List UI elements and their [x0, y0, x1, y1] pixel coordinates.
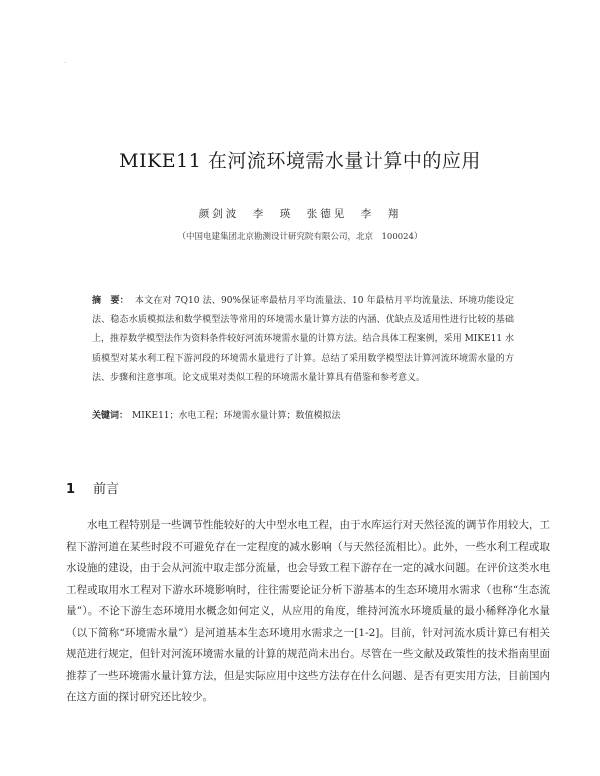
keywords-label: 关键词：: [92, 411, 129, 421]
section-title: 前言: [93, 482, 120, 497]
keywords-text: MIKE11；水电工程；环境需水量计算；数值模拟法: [132, 411, 341, 421]
abstract-text: 本文在对 7Q10 法、90%保证率最枯月平均流量法、10 年最枯月平均流量法、环境功能设定法、稳态水质模拟法和数学模型法等常用的环境需水量计算方法的内涵、优缺点及适用性进行比较的基础上，推荐数学模型法作为资料条件较好河流环境需水量的计算方法。结合具体工程案例，采用 MIKE11 水质模型对某水利工程下游河段的环境需水量进行了计算。总结了采用数学模型法计算河流环境需水量的方法、步骤和注意事项。论文成果对类似工程的环境需水量计算具有借鉴和参考意义。: [92, 296, 514, 383]
affiliation: （中国电建集团北京勘测设计研究院有限公司，北京 100024）: [177, 232, 423, 242]
author-list: 颜剑波 李 瑛 张德见 李 翔: [198, 208, 402, 220]
section-paragraph: 水电工程特别是一些调节性能较好的大中型水电工程，由于水库运行对天然径流的调节作用较大，工程下游河道在某些时段不可避免存在一定程度的减水影响（与天然径流相比）。此外，一些水利工程或取水设施的建设，由于会从河流中取走部分流量，也会导致工程下游存在一定的减水问题。在评价这类水电工程或取用水工程对下游水环境影响时，往往需要论证分析下游基本的生态环境用水需求（也称“生态流量”）。不论下游生态环境用水概念如何定义，从应用的角度，维持河流水环境质量的最小稀释净化水量（以下简称“环境需水量”）是河道基本生态环境用水需求之一[1-2]。目前，针对河流水质计算已有相关规范进行规定，但针对河流环境需水量的计算的规范尚未出台。尽管在一些文献及政策性的技术指南里面推荐了一些环境需水量计算方法，但是实际应用中这些方法存在什么问题、是否有更实用方法，目前国内在这方面的探讨研究还比较少。: [66, 519, 550, 703]
paper-title: MIKE11 在河流环境需水量计算中的应用: [119, 150, 481, 172]
corner-dot: ·: [64, 60, 66, 67]
section-number: 1: [66, 482, 76, 497]
abstract-label: 摘 要：: [92, 296, 129, 306]
abstract-block: [92, 292, 514, 388]
keywords-block: [92, 408, 514, 421]
section-heading: [66, 478, 119, 497]
